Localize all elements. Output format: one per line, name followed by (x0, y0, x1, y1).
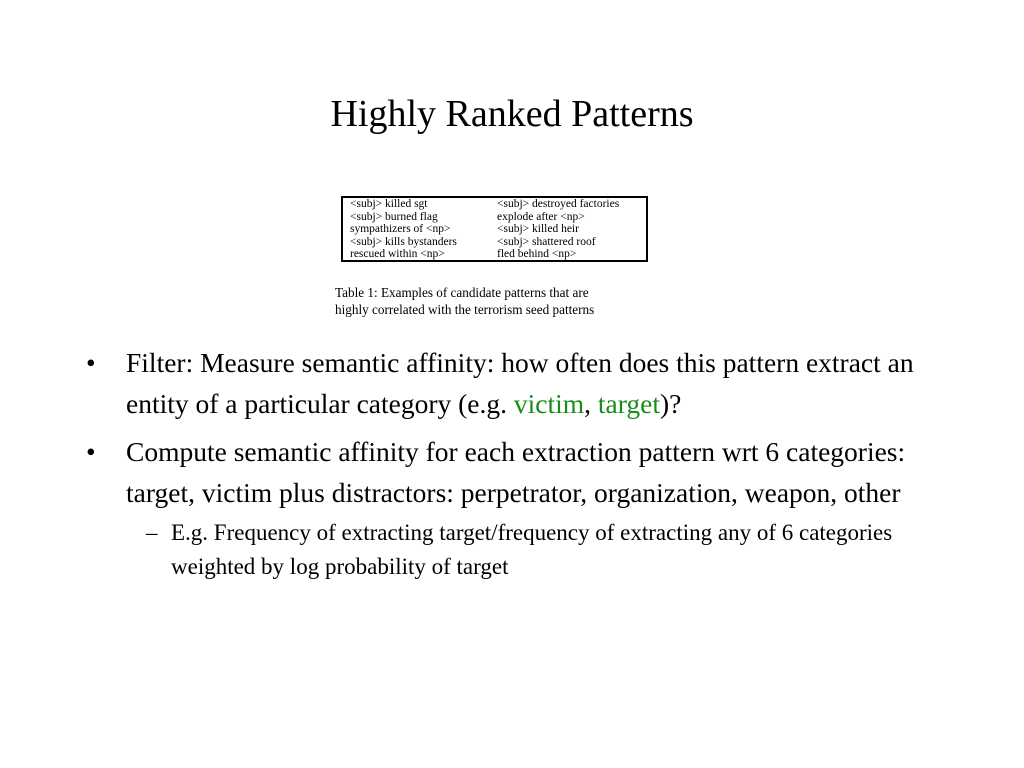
highlight-victim: victim (513, 388, 585, 419)
sub-bullet-marker: – (146, 520, 158, 545)
pattern-cell: <subj> shattered roof (497, 235, 596, 248)
caption-line: highly correlated with the terrorism seed patterns (335, 302, 595, 317)
caption-line: Table 1: Examples of candidate patterns that are (335, 285, 589, 300)
pattern-column-left (350, 198, 497, 260)
pattern-cell: <subj> killed heir (497, 223, 579, 236)
pattern-cell: <subj> destroyed factories (497, 198, 620, 210)
bullet-list (0, 342, 1024, 584)
sub-bullet-text: E.g. Frequency of extracting target/frequency of extracting any of 6 categories weighted by log probability of target (171, 520, 893, 579)
pattern-cell: <subj> kills bystanders (350, 235, 457, 248)
sub-bullet-item (0, 516, 931, 584)
pattern-table (341, 196, 648, 262)
table-caption (335, 284, 665, 318)
bullet-marker: • (86, 347, 96, 378)
bullet-marker: • (86, 436, 96, 467)
separator: , (584, 388, 598, 419)
bullet-item (0, 342, 946, 424)
bullet-text: Compute semantic affinity for each extraction pattern wrt 6 categories: target, victim plus distractors: perpetrator, organization, weapon, other (126, 436, 906, 508)
pattern-cell: fled behind <np> (497, 248, 577, 261)
pattern-cell: explode after <np> (497, 210, 585, 223)
pattern-cell: <subj> killed sgt (350, 198, 428, 210)
bullet-text (126, 347, 914, 419)
pattern-cell: <subj> burned flag (350, 210, 438, 223)
highlight-target: target (597, 388, 661, 419)
bullet-item (0, 431, 946, 513)
pattern-cell: sympathizers of <np> (350, 223, 451, 236)
slide-title: Highly Ranked Patterns (330, 93, 694, 135)
pattern-column-right (497, 198, 646, 260)
pattern-cell: rescued within <np> (350, 248, 445, 261)
bullet-text-part: Filter: Measure semantic affinity: how often does this pattern extract an entity of a particular category (e.g. (126, 347, 914, 419)
bullet-text-part: )? (660, 388, 682, 419)
